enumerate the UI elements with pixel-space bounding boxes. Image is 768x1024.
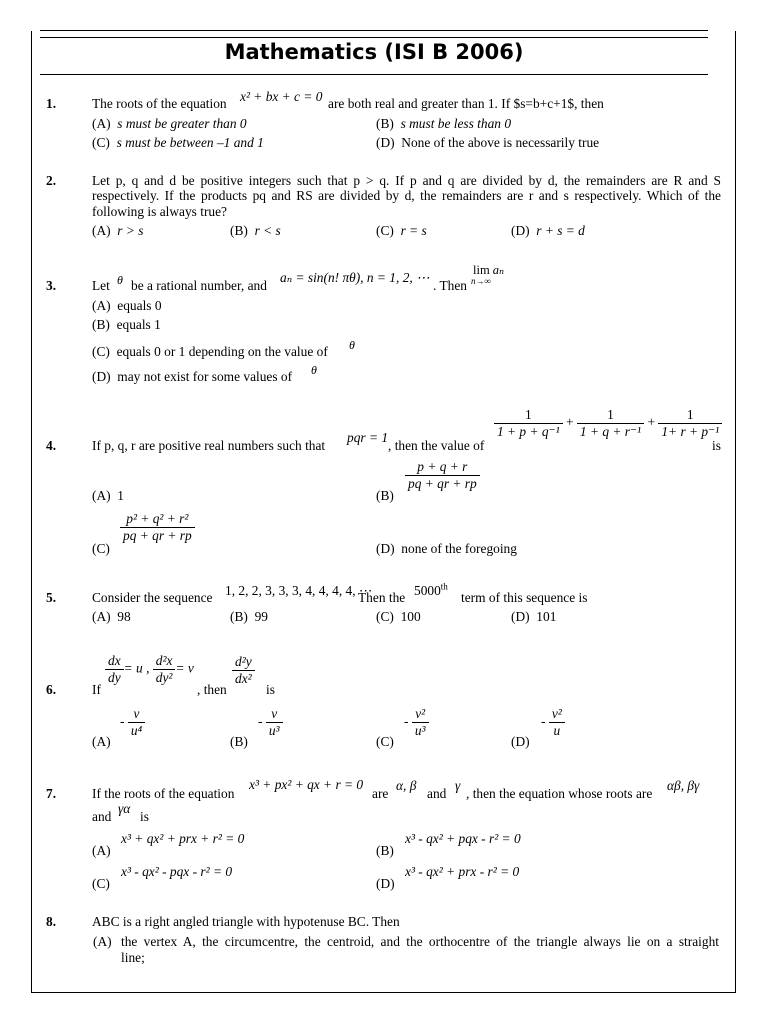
q3-option-b: equals 1 xyxy=(116,317,161,332)
q8-option-a: the vertex A, the circumcentre, the centroid, and the orthocentre of the triangle always lie on a straight xyxy=(121,934,719,949)
q5-option-d-label: (D) xyxy=(511,609,530,624)
q5-option-c-label: (C) xyxy=(376,609,394,624)
q2-option-d: r + s = d xyxy=(536,223,585,238)
q3-then: . Then xyxy=(433,278,467,293)
q3-text: be a rational number, and xyxy=(131,278,267,293)
q2-option-d-label: (D) xyxy=(511,223,530,238)
question-number-8: 8. xyxy=(46,914,57,929)
q6-option-a-den: u⁴ xyxy=(130,723,143,738)
q4-option-b-label: (B) xyxy=(376,488,394,503)
q5-option-a-label: (A) xyxy=(92,609,111,624)
q3-option-c: equals 0 or 1 depending on the value of xyxy=(116,344,328,359)
q7-and-2: and xyxy=(92,809,112,824)
q4-option-c-den: pq + qr + rp xyxy=(123,528,192,543)
q3-let: Let xyxy=(92,278,110,293)
q1-option-c-label: (C) xyxy=(92,135,110,150)
q4-plus-1: + xyxy=(566,414,574,430)
q7-option-d: x³ - qx² + prx - r² = 0 xyxy=(405,864,520,879)
q4-option-a-label: (A) xyxy=(92,488,111,503)
q3-option-d-label: (D) xyxy=(92,369,111,384)
q7-option-b-label: (B) xyxy=(376,843,394,858)
q6-option-d-label: (D) xyxy=(511,734,530,749)
q1-option-a-label: (A) xyxy=(92,116,111,131)
q6-option-d-minus: - xyxy=(541,713,546,729)
q5-term-number: 5000 xyxy=(414,583,441,598)
q3-option-c-label: (C) xyxy=(92,344,110,359)
q7-option-c-label: (C) xyxy=(92,876,110,891)
title-rule-bottom xyxy=(40,74,708,75)
q6-option-c-label: (C) xyxy=(376,734,394,749)
q7-gamma: γ xyxy=(455,778,461,793)
q4-option-c-label: (C) xyxy=(92,541,110,556)
q4-option-d: none of the foregoing xyxy=(401,541,517,556)
q6-option-d-num: v² xyxy=(549,706,565,723)
q4-option-b-den: pq + qr + rp xyxy=(408,476,477,491)
q8-option-a-cont: line; xyxy=(121,950,145,965)
q3-option-d-theta: θ xyxy=(311,363,317,377)
q7-equation: x³ + px² + qx + r = 0 xyxy=(249,777,364,792)
q6-d2x-num: d²x xyxy=(153,653,176,670)
question-number-7: 7. xyxy=(46,786,57,801)
q6-option-b-label: (B) xyxy=(230,734,248,749)
q8-text: ABC is a right angled triangle with hypotenuse BC. Then xyxy=(92,914,400,929)
q2-option-b-label: (B) xyxy=(230,223,248,238)
q7-alpha-beta: α, β xyxy=(396,778,417,793)
q4-frac3-num: 1 xyxy=(658,407,722,424)
q3-sequence: aₙ = sin(n! πθ), n = 1, 2, ⋯ xyxy=(280,270,430,285)
q5-term-suffix: th xyxy=(440,581,448,592)
q5-text-2: term of this sequence is xyxy=(461,590,588,605)
q6-option-b-num: v xyxy=(266,706,283,723)
q4-option-a: 1 xyxy=(117,488,124,503)
q3-lim: lim xyxy=(473,263,490,277)
q2-line-2: respectively. If the products pq and RS are divided by d, the remainders are r and s respectively. Which of the xyxy=(92,188,721,203)
q6-option-b-den: u³ xyxy=(268,723,280,738)
q4-option-c-num: p² + q² + r² xyxy=(120,511,195,528)
q7-option-c: x³ - qx² - pqx - r² = 0 xyxy=(121,864,233,879)
q1-text: The roots of the equation xyxy=(92,96,227,111)
q6-option-b-minus: - xyxy=(258,713,263,729)
q5-option-a: 98 xyxy=(117,609,131,624)
q1-option-a: s must be greater than 0 xyxy=(117,116,247,131)
q7-text: If the roots of the equation xyxy=(92,786,235,801)
q7-and: and xyxy=(427,786,447,801)
q6-option-c-minus: - xyxy=(404,713,409,729)
q4-frac3-den: 1+ r + p⁻¹ xyxy=(661,424,720,439)
q4-text: If p, q, r are positive real numbers such that xyxy=(92,438,326,453)
q2-option-c-label: (C) xyxy=(376,223,394,238)
q5-option-b: 99 xyxy=(254,609,268,624)
q3-option-c-theta: θ xyxy=(349,338,355,352)
q5-text: Consider the sequence xyxy=(92,590,213,605)
q1-option-d: None of the above is necessarily true xyxy=(401,135,600,150)
q7-gamma-alpha: γα xyxy=(118,801,131,816)
q1-option-b: s must be less than 0 xyxy=(400,116,512,131)
q5-option-d: 101 xyxy=(536,609,557,624)
q3-option-a-label: (A) xyxy=(92,298,111,313)
q6-eq-u: = u , xyxy=(123,660,150,676)
question-number-6: 6. xyxy=(46,682,57,697)
q1-equation: x² + bx + c = 0 xyxy=(240,89,323,104)
q6-option-a-num: v xyxy=(128,706,145,723)
q5-option-c: 100 xyxy=(400,609,421,624)
q6-dxdy-num: dx xyxy=(105,653,124,670)
q6-option-a-minus: - xyxy=(120,713,125,729)
q7-option-a: x³ + qx² + prx + r² = 0 xyxy=(121,831,245,846)
q6-dxdy-den: dy xyxy=(108,670,121,685)
q3-lim-sub: n→∞ xyxy=(471,276,491,286)
q1-text-2: are both real and greater than 1. If $s=b+c+1$, then xyxy=(328,96,604,111)
question-number-3: 3. xyxy=(46,278,57,293)
q7-roots: αβ, βγ xyxy=(667,778,700,793)
q6-condition xyxy=(105,653,194,686)
q2-option-a-label: (A) xyxy=(92,223,111,238)
q3-lim-a: aₙ xyxy=(492,263,505,277)
q5-option-b-label: (B) xyxy=(230,609,248,624)
q4-is: is xyxy=(712,438,721,453)
q4-text-2: , then the value of xyxy=(388,438,485,453)
q7-is: is xyxy=(140,809,149,824)
q6-option-c-num: v² xyxy=(412,706,429,723)
q3-option-a: equals 0 xyxy=(117,298,162,313)
q6-d2y-num: d²y xyxy=(232,654,255,671)
q7-are: are xyxy=(372,786,389,801)
q6-if: If xyxy=(92,682,101,697)
q4-frac1-den: 1 + p + q⁻¹ xyxy=(497,424,560,439)
q3-option-d: may not exist for some values of xyxy=(117,369,293,384)
q7-text-2: , then the equation whose roots are xyxy=(466,786,653,801)
q3-theta: θ xyxy=(117,273,123,287)
q6-option-a-label: (A) xyxy=(92,734,111,749)
q8-option-a-label: (A) xyxy=(93,934,112,949)
q6-option-d-den: u xyxy=(553,723,561,738)
q7-option-a-label: (A) xyxy=(92,843,111,858)
question-number-4: 4. xyxy=(46,438,57,453)
q6-eq-v: = v xyxy=(175,660,194,676)
q4-option-d-label: (D) xyxy=(376,541,395,556)
q4-expression xyxy=(494,407,722,440)
q4-condition: pqr = 1 xyxy=(347,430,389,445)
q4-option-b-num: p + q + r xyxy=(405,459,480,476)
q5-then: Then the xyxy=(358,590,406,605)
q6-option-c-den: u³ xyxy=(414,723,426,738)
q4-frac2-num: 1 xyxy=(577,407,644,424)
q6-is: is xyxy=(266,682,275,697)
question-number-2: 2. xyxy=(46,173,57,188)
q1-option-d-label: (D) xyxy=(376,135,395,150)
q6-d2y-den: dx² xyxy=(235,671,252,686)
question-number-5: 5. xyxy=(46,590,57,605)
q2-option-c: r = s xyxy=(400,223,427,238)
question-number-1: 1. xyxy=(46,96,57,111)
q7-option-d-label: (D) xyxy=(376,876,395,891)
title-rule-top xyxy=(40,37,708,38)
q1-option-b-label: (B) xyxy=(376,116,394,131)
q6-then: , then xyxy=(197,682,227,697)
q7-option-b: x³ - qx² + pqx - r² = 0 xyxy=(405,831,521,846)
q2-option-b: r < s xyxy=(254,223,281,238)
q4-frac1-num: 1 xyxy=(494,407,563,424)
q6-d2x-den: dy² xyxy=(155,670,173,685)
q5-sequence: 1, 2, 2, 3, 3, 3, 4, 4, 4, 4, ⋯ xyxy=(225,583,373,598)
q3-option-b-label: (B) xyxy=(92,317,110,332)
q2-option-a: r > s xyxy=(117,223,144,238)
q4-frac2-den: 1 + q + r⁻¹ xyxy=(579,424,642,439)
q2-line-1: Let p, q and d be positive integers such that p > q. If p and q are divided by d, the remainders are R and S xyxy=(92,173,721,188)
q2-line-3: following is always true? xyxy=(92,204,227,219)
q4-plus-2: + xyxy=(647,414,655,430)
page-title: Mathematics (ISI B 2006) xyxy=(224,40,524,64)
q1-option-c: s must be between –1 and 1 xyxy=(116,135,264,150)
